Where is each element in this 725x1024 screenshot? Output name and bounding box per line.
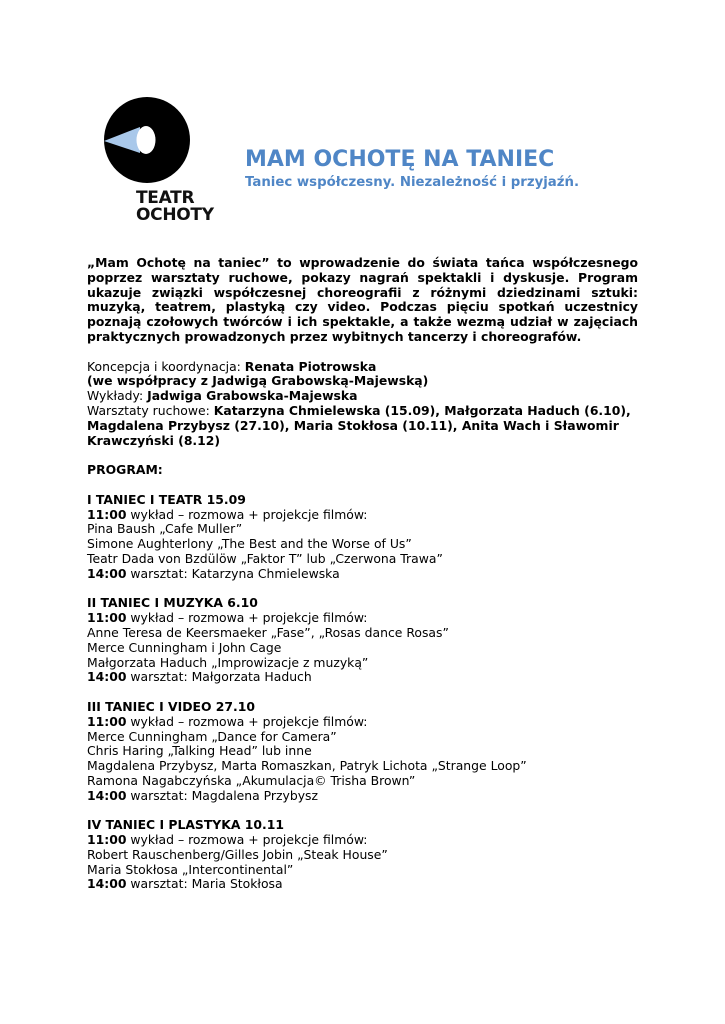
film-item: Chris Haring „Talking Head” lub inne bbox=[87, 743, 312, 759]
lecture-time: 11:00 bbox=[87, 713, 127, 729]
credit-workshops-value-1: Katarzyna Chmielewska (15.09), Małgorzata Haduch (6.10), bbox=[213, 402, 631, 418]
lecture-text: wykład – rozmowa + projekcje filmów: bbox=[126, 832, 368, 848]
credit-workshops-value-2: Magdalena Przybysz (27.10), Maria Stokłosa (10.11), Anita Wach i Sławomir bbox=[87, 417, 619, 433]
document-header bbox=[245, 146, 579, 192]
film-item: Merce Cunningham i John Cage bbox=[87, 639, 282, 655]
film-item: Małgorzata Haduch „Improwizacje z muzyką” bbox=[87, 654, 369, 670]
film-item: Ramona Nagabczyńska „Akumulacja© Trisha Brown” bbox=[87, 772, 416, 788]
section-workshop bbox=[87, 670, 638, 685]
workshop-time: 14:00 bbox=[87, 565, 127, 581]
document-body bbox=[87, 256, 638, 907]
film-item: Maria Stokłosa „Intercontinental” bbox=[87, 861, 294, 877]
lecture-time: 11:00 bbox=[87, 832, 127, 848]
section-heading: III TANIEC I VIDEO 27.10 bbox=[87, 698, 255, 714]
section-heading: I TANIEC I TEATR 15.09 bbox=[87, 491, 246, 507]
section-workshop bbox=[87, 877, 638, 892]
workshop-text: warsztat: Katarzyna Chmielewska bbox=[126, 565, 340, 581]
credit-lectures-label: Wykłady: bbox=[87, 388, 148, 404]
workshop-text: warsztat: Małgorzata Haduch bbox=[126, 669, 312, 685]
film-item: Robert Rauschenberg/Gilles Jobin „Steak House” bbox=[87, 846, 388, 862]
workshop-time: 14:00 bbox=[87, 669, 127, 685]
film-item: Anne Teresa de Keersmaeker „Fase”, „Rosas dance Rosas” bbox=[87, 624, 449, 640]
section-lecture bbox=[87, 833, 638, 848]
logo-line-2: OCHOTY bbox=[136, 205, 214, 225]
intro-paragraph: „Mam Ochotę na taniec” to wprowadzenie do świata tańca współczesnego poprzez warsztaty ruchowe, pokazy nagrań spektakli i dyskusje. Program ukazuje związki współczesnej choreografii z różnymi dziedzinami sztuki: muzyką, teatrem, plastyką czy video. Podczas pięciu spotkań uczestnicy poznają czołowych twórców i ich spektakle, a także wezmą udział w zajęciach praktycznych prowadzonych przez wybitnych tancerzy i choreografów. bbox=[87, 255, 638, 344]
lecture-text: wykład – rozmowa + projekcje filmów: bbox=[126, 713, 368, 729]
section-workshop bbox=[87, 567, 638, 582]
credit-cooperation: (we współpracy z Jadwigą Grabowską-Majewską) bbox=[87, 373, 429, 389]
section-heading: IV TANIEC I PLASTYKA 10.11 bbox=[87, 817, 284, 833]
credits bbox=[87, 360, 638, 449]
program-section bbox=[87, 493, 638, 582]
lecture-text: wykład – rozmowa + projekcje filmów: bbox=[126, 506, 368, 522]
lecture-time: 11:00 bbox=[87, 610, 127, 626]
logo-line-1: TEATR bbox=[136, 188, 195, 208]
lecture-text: wykład – rozmowa + projekcje filmów: bbox=[126, 610, 368, 626]
credit-concept-value: Renata Piotrowska bbox=[244, 358, 377, 374]
credit-workshops-label: Warsztaty ruchowe: bbox=[87, 402, 214, 418]
section-lecture bbox=[87, 715, 638, 730]
credit-lectures bbox=[87, 389, 638, 404]
program-section bbox=[87, 700, 638, 804]
section-lecture bbox=[87, 611, 638, 626]
program-section bbox=[87, 818, 638, 892]
program-sections bbox=[87, 493, 638, 893]
document-subtitle: Taniec współczesny. Niezależność i przyjaźń. bbox=[245, 175, 580, 190]
workshop-text: warsztat: Maria Stokłosa bbox=[126, 876, 283, 892]
document-title: MAM OCHOTĘ NA TANIEC bbox=[245, 147, 555, 172]
film-item: Pina Baush „Cafe Muller” bbox=[87, 521, 243, 537]
section-lecture bbox=[87, 508, 638, 523]
workshop-text: warsztat: Magdalena Przybysz bbox=[126, 787, 318, 803]
lecture-time: 11:00 bbox=[87, 506, 127, 522]
credit-lectures-value: Jadwiga Grabowska-Majewska bbox=[147, 388, 358, 404]
film-item: Magdalena Przybysz, Marta Romaszkan, Patryk Lichota „Strange Loop” bbox=[87, 758, 527, 774]
credit-workshops bbox=[87, 404, 638, 419]
credit-concept-label: Koncepcja i koordynacja: bbox=[87, 358, 245, 374]
film-item: Teatr Dada von Bzdülöw „Faktor T” lub „Czerwona Trawa” bbox=[87, 550, 443, 566]
credit-workshops-value-3: Krawczyński (8.12) bbox=[87, 432, 221, 448]
section-heading: II TANIEC I MUZYKA 6.10 bbox=[87, 595, 258, 611]
film-item: Simone Aughterlony „The Best and the Worse of Us” bbox=[87, 536, 412, 552]
credit-concept bbox=[87, 360, 638, 375]
logo-wordmark bbox=[136, 190, 214, 224]
teatr-ochoty-logo-icon bbox=[104, 97, 190, 183]
program-section bbox=[87, 596, 638, 685]
theatre-logo bbox=[104, 97, 214, 231]
program-heading: PROGRAM: bbox=[87, 462, 163, 478]
section-workshop bbox=[87, 789, 638, 804]
workshop-time: 14:00 bbox=[87, 876, 127, 892]
workshop-time: 14:00 bbox=[87, 787, 127, 803]
film-item: Merce Cunningham „Dance for Camera” bbox=[87, 728, 337, 744]
